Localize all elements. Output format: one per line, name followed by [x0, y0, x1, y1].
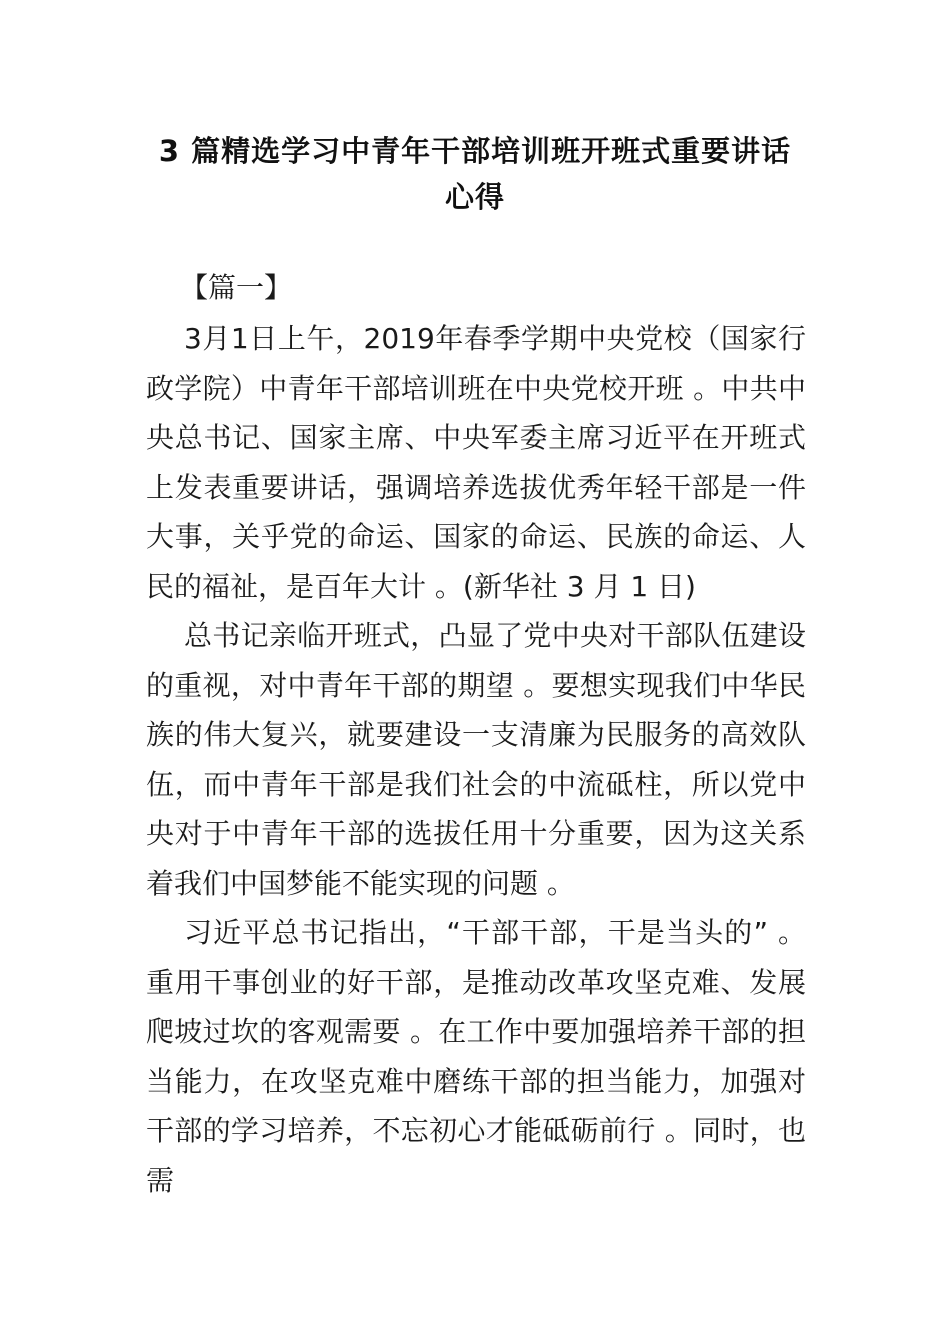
title-line-1: 3 篇精选学习中青年干部培训班开班式重要讲话 [158, 134, 792, 168]
paragraph-2: 总书记亲临开班式，凸显了党中央对干部队伍建设的重视，对中青年干部的期望 。要想实现我们中华民族的伟大复兴，就要建设一支清廉为民服务的高效队伍，而中青年干部是我们社会的中流砥柱，所以党中央对于中青年干部的选拔任用十分重要，因为这关系着我们中国梦能不能实现的问题 。 [146, 619, 806, 900]
document-body [146, 262, 806, 1205]
title-line-2: 心得 [444, 180, 505, 214]
paragraph-1: 3月1日上午，2019年春季学期中央党校（国家行政学院）中青年干部培训班在中央党校开班 。中共中央总书记、国家主席、中央军委主席习近平在开班式上发表重要讲话，强调培养选拔优秀年轻干部是一件大事，关乎党的命运、国家的命运、民族的命运、人民的福祉，是百年大计 。(新华社 3 月 1 日) [146, 322, 806, 603]
section-label: 【篇一】 [180, 271, 293, 304]
paragraph-3: 习近平总书记指出，“干部干部，干是当头的” 。重用干事创业的好干部，是推动改革攻坚克难、发展爬坡过坎的客观需要 。在工作中要加强培养干部的担当能力，在攻坚克难中磨练干部的担当能力，加强对干部的学习培养，不忘初心才能砥砺前行 。同时，也需 [146, 916, 806, 1197]
document-title [146, 128, 804, 220]
